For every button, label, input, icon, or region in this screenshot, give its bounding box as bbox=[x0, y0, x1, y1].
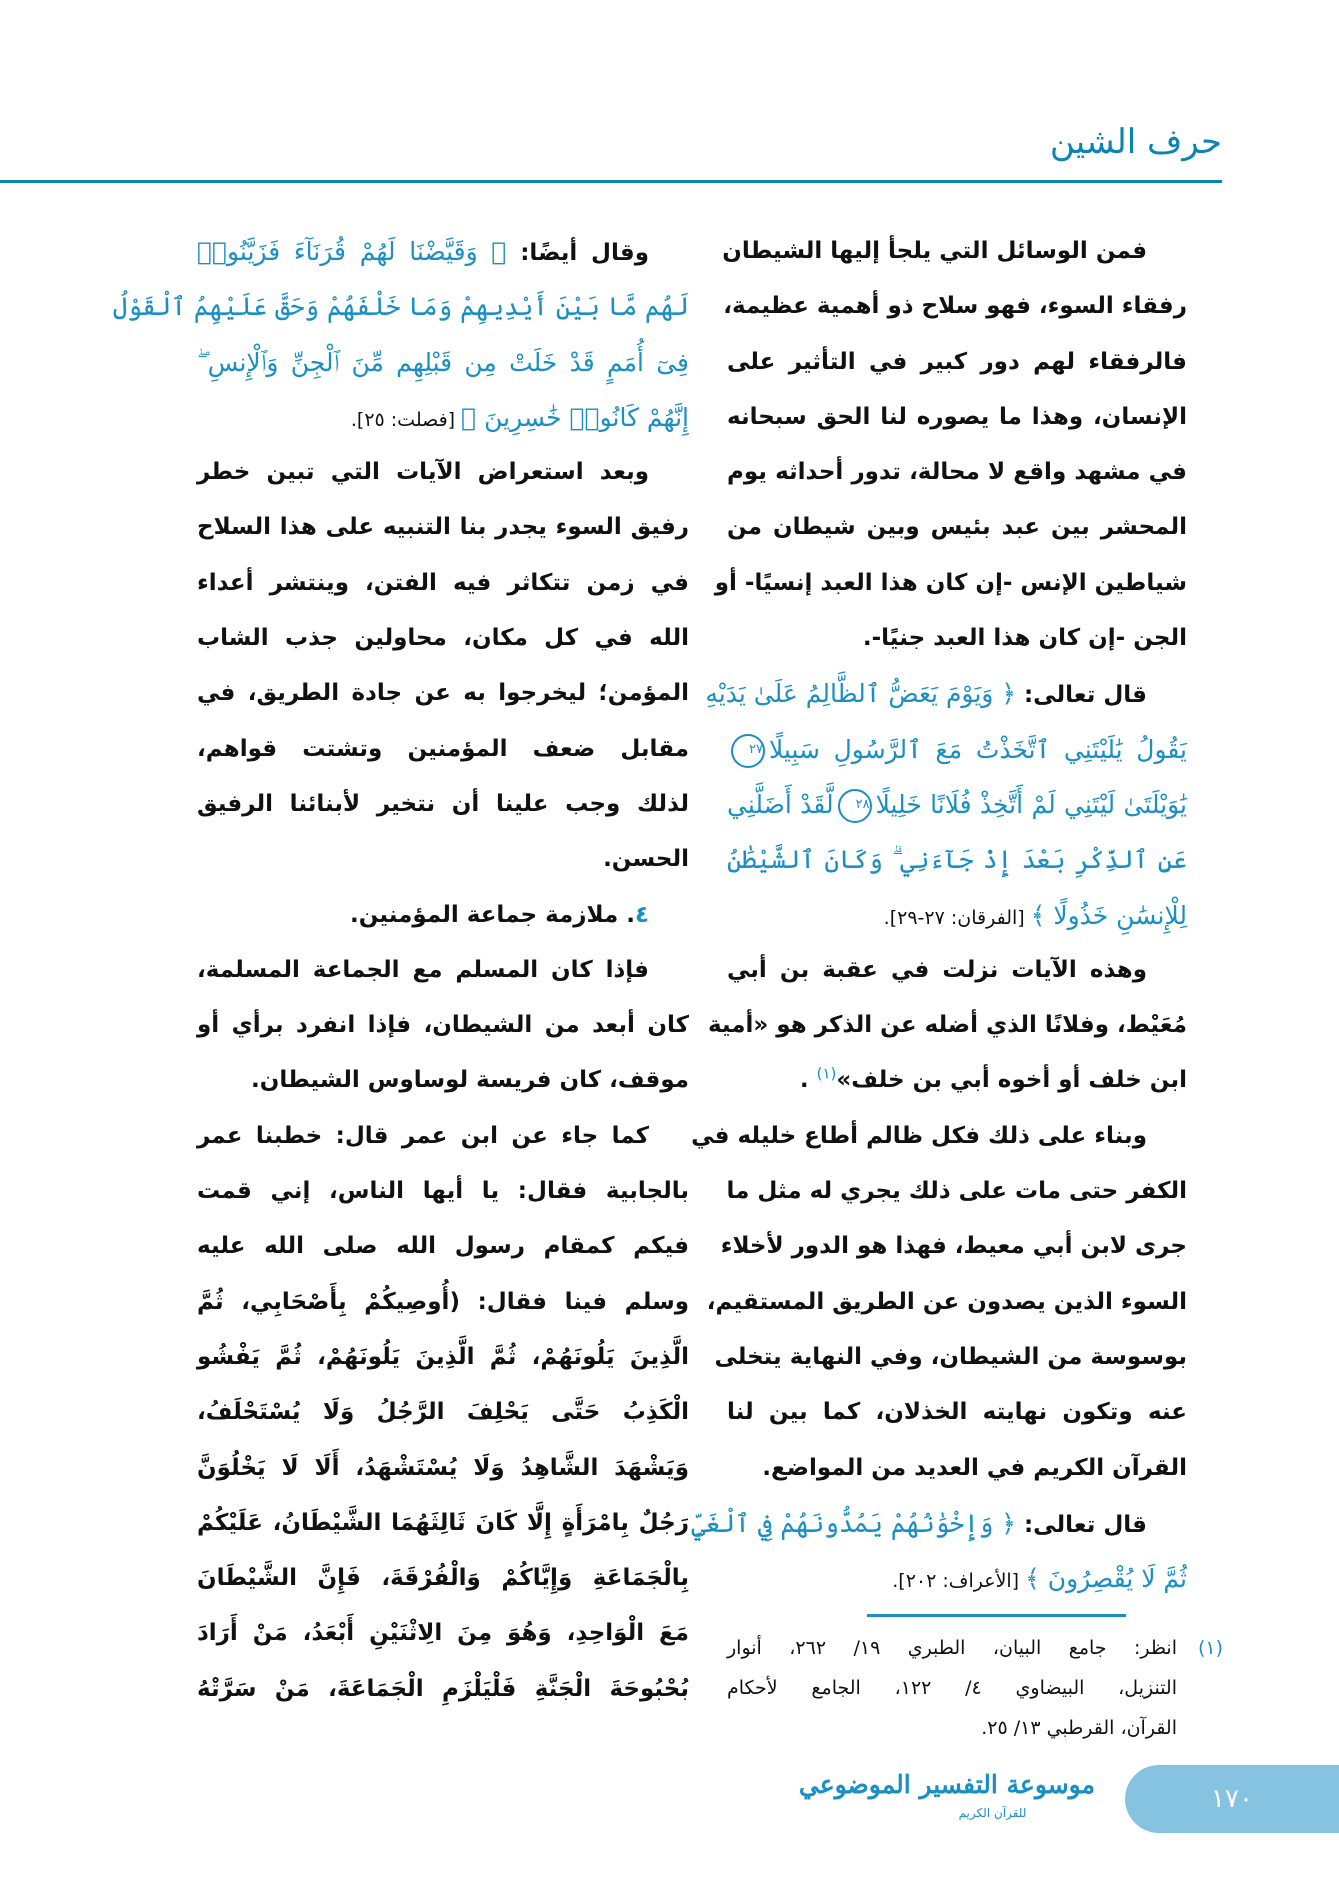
header-divider bbox=[0, 180, 1222, 183]
text-segment: قال تعالى: bbox=[1015, 682, 1147, 709]
text-line bbox=[197, 1109, 689, 1164]
text-line bbox=[722, 224, 1187, 279]
quran-verse-text: عَنِ ٱلذِّكْرِ بَعْدَ إِذْ جَآءَنِي ۗ وَكَانَ ٱلشَّيْطَٰنُ bbox=[727, 845, 1187, 875]
quran-verse-text: فِىٓ أُمَمٍ قَدْ خَلَتْ مِن قَبْلِهِم مِّنَ ٱلْجِنِّ وَٱلْإِنسِ ۖ bbox=[197, 347, 689, 377]
text-line bbox=[197, 1053, 689, 1108]
text-segment: الْكَذِبُ حَتَّى يَحْلِفَ الرَّجُلُ وَلَا يُسْتَحْلَفُ، bbox=[197, 1399, 689, 1426]
footnote-line: القرآن، القرطبي ١٣/ ٢٥. bbox=[981, 1717, 1177, 1739]
text-segment: فمن الوسائل التي يلجأ إليها الشيطان bbox=[722, 238, 1147, 264]
text-line bbox=[197, 1551, 689, 1606]
verse-number-badge: ٢٧ bbox=[731, 734, 765, 768]
text-segment: . ملازمة جماعة المؤمنين. bbox=[349, 901, 635, 928]
text-line bbox=[197, 445, 689, 500]
text-segment: وبناء على ذلك فكل ظالم أطاع خليله في bbox=[691, 1122, 1147, 1149]
text-segment: وهذه الآيات نزلت في عقبة بن أبي bbox=[727, 956, 1147, 983]
text-segment: المؤمن؛ ليخرجوا به عن جادة الطريق، في bbox=[197, 680, 689, 707]
quran-verse-text: ثُمَّ لَا يُقْصِرُونَ ﴾ bbox=[1025, 1564, 1187, 1594]
text-segment: الحسن. bbox=[603, 846, 689, 873]
text-segment: في مشهد واقع لا محالة، تدور أحداثه يوم bbox=[727, 459, 1187, 486]
text-line bbox=[197, 1496, 689, 1551]
text-segment: الله في كل مكان، محاولين جذب الشاب bbox=[197, 625, 689, 652]
text-line bbox=[720, 1219, 1187, 1274]
text-segment: كما جاء عن ابن عمر قال: خطبنا عمر bbox=[197, 1122, 649, 1149]
footnote-marker: (١) bbox=[1197, 1637, 1223, 1659]
verse-reference: [الفرقان: ٢٧-٢٩]. bbox=[883, 906, 1031, 929]
footnote-ref-marker[interactable]: (١) bbox=[816, 1064, 837, 1083]
text-line bbox=[714, 556, 1187, 611]
text-line bbox=[727, 777, 1187, 832]
text-line bbox=[727, 832, 1187, 887]
text-segment: شياطين الإنس -إن كان هذا العبد إنسيًا- أو bbox=[714, 569, 1187, 596]
text-segment: فإذا كان المسلم مع الجماعة المسلمة، bbox=[197, 956, 649, 983]
text-line bbox=[197, 1662, 689, 1717]
footnote-divider bbox=[867, 1614, 1126, 1617]
text-segment: وَيَشْهَدَ الشَّاهِدُ وَلَا يُسْتَشْهَدُ، أَلَا لَا يَخْلُوَنَّ bbox=[197, 1454, 689, 1481]
text-line bbox=[727, 722, 1187, 777]
text-segment: بالجابية فقال: يا أيها الناس، إني قمت bbox=[197, 1178, 689, 1205]
text-line bbox=[197, 1164, 689, 1219]
text-line bbox=[727, 1164, 1187, 1219]
text-line bbox=[691, 1109, 1187, 1164]
text-segment: الَّذِينَ يَلُونَهُمْ، ثُمَّ الَّذِينَ يَلُونَهُمْ، ثُمَّ يَفْشُو bbox=[197, 1343, 689, 1370]
text-segment: قال تعالى: bbox=[1015, 1511, 1147, 1538]
text-line bbox=[197, 943, 689, 998]
text-segment: مَعَ الْوَاحِدِ، وَهُوَ مِنَ الِاثْنَيْنِ أَبْعَدُ، مَنْ أَرَادَ bbox=[197, 1620, 689, 1647]
text-segment: بوسوسة من الشيطان، وفي النهاية يتخلى bbox=[714, 1343, 1187, 1370]
text-line bbox=[727, 1441, 1187, 1496]
text-segment: . bbox=[799, 1067, 817, 1094]
text-line bbox=[691, 1496, 1187, 1551]
text-segment: رفقاء السوء، فهو سلاح ذو أهمية عظيمة، bbox=[723, 293, 1187, 320]
quran-verse-text: لِلْإِنسَٰنِ خَذُولًا ﴾ bbox=[1030, 900, 1187, 930]
text-segment: فيكم كمقام رسول الله صلى الله عليه bbox=[197, 1233, 689, 1260]
text-segment: فالرفقاء لهم دور كبير في التأثير على bbox=[727, 348, 1187, 375]
text-segment: كان أبعد من الشيطان، فإذا انفرد برأي أو bbox=[197, 1012, 689, 1039]
text-segment: بُحْبُوحَةَ الْجَنَّةِ فَلْيَلْزَمِ الْجَمَاعَةَ، مَنْ سَرَّتْهُ bbox=[197, 1675, 689, 1702]
text-segment: الإنسان، وهذا ما يصوره لنا الحق سبحانه bbox=[727, 403, 1187, 430]
right-text-column bbox=[691, 224, 1187, 1606]
text-line bbox=[197, 998, 689, 1053]
text-line bbox=[197, 1385, 689, 1440]
chapter-title: حرف الشين bbox=[1049, 122, 1222, 162]
text-line bbox=[706, 1275, 1187, 1330]
text-segment: جرى لابن أبي معيط، فهذا هو الدور لأخلاء bbox=[720, 1233, 1187, 1260]
text-line bbox=[197, 777, 689, 832]
text-line bbox=[727, 1053, 1187, 1108]
text-line bbox=[197, 335, 689, 390]
verse-reference: [فصلت: ٢٥]. bbox=[350, 408, 462, 431]
text-line bbox=[727, 943, 1187, 998]
text-segment: بِالْجَمَاعَةِ وَإِيَّاكُمْ وَالْفُرْقَةَ، فَإِنَّ الشَّيْطَانَ bbox=[197, 1565, 689, 1592]
text-line bbox=[727, 335, 1187, 390]
text-segment: وقال أيضًا: bbox=[506, 240, 650, 266]
text-line bbox=[197, 832, 689, 887]
text-segment: رفيق السوء يجدر بنا التنبيه على هذا السلاح bbox=[197, 514, 689, 541]
text-segment: في زمن تتكاثر فيه الفتن، وينتشر أعداء bbox=[197, 569, 689, 596]
text-line bbox=[197, 500, 689, 555]
text-segment: وبعد استعراض الآيات التي تبين خطر bbox=[197, 459, 649, 486]
text-segment: مُعَيْط، وفلانًا الذي أضله عن الذكر هو «أمية bbox=[707, 1012, 1187, 1039]
text-line bbox=[727, 500, 1187, 555]
text-line bbox=[727, 390, 1187, 445]
text-line bbox=[723, 279, 1187, 334]
quran-verse-text: يَٰوَيْلَتَىٰ لَيْتَنِي لَمْ أَتَّخِذْ فُلَانًا خَلِيلًا bbox=[875, 789, 1187, 819]
encyclopedia-logo bbox=[798, 1765, 1095, 1821]
verse-number-badge: ٢٨ bbox=[838, 789, 872, 823]
text-line bbox=[197, 666, 689, 721]
text-line bbox=[197, 390, 689, 445]
text-line bbox=[197, 1441, 689, 1496]
quran-verse-text: لَهُم مَّا بَيْنَ أَيْدِيهِمْ وَمَا خَلْفَهُمْ وَحَقَّ عَلَيْهِمُ ٱلْقَوْلُ bbox=[112, 292, 689, 322]
text-line bbox=[197, 1219, 689, 1274]
text-segment: عنه وتكون نهايته الخذلان، كما بين لنا bbox=[727, 1399, 1187, 1426]
text-line bbox=[727, 888, 1187, 943]
text-segment: رَجُلٌ بِامْرَأَةٍ إِلَّا كَانَ ثَالِثَهُمَا الشَّيْطَانُ، عَلَيْكُمْ bbox=[197, 1509, 689, 1536]
text-line bbox=[197, 1330, 689, 1385]
footnote bbox=[727, 1628, 1223, 1748]
page-number: ١٧٠ bbox=[1125, 1765, 1339, 1833]
text-segment: الكفر حتى مات على ذلك يجري له مثل ما bbox=[726, 1178, 1187, 1205]
text-line bbox=[197, 611, 689, 666]
text-line bbox=[727, 1385, 1187, 1440]
text-line bbox=[727, 1551, 1187, 1606]
text-line bbox=[705, 666, 1187, 721]
text-segment: موقف، كان فريسة لوساوس الشيطان. bbox=[251, 1067, 689, 1094]
quran-verse-text: ﴿ وَقَيَّضْنَا لَهُمْ قُرَنَآءَ فَزَيَّنُوا۟ bbox=[197, 237, 507, 266]
text-line bbox=[197, 224, 689, 279]
text-line bbox=[197, 1275, 689, 1330]
quran-verse-text: ﴿ وَإِخْوَٰنُهُمْ يَمُدُّونَهُمْ فِي ٱلْغَيِّ bbox=[691, 1508, 1016, 1538]
text-line bbox=[714, 1330, 1187, 1385]
text-line bbox=[197, 556, 689, 611]
text-segment: السوء الذين يصدون عن الطريق المستقيم، bbox=[706, 1288, 1187, 1315]
text-segment: وسلم فينا فقال: (أُوصِيكُمْ بِأَصْحَابِي، ثُمَّ bbox=[197, 1288, 689, 1315]
quran-verse-text: يَقُولُ يَٰلَيْتَنِي ٱتَّخَذْتُ مَعَ ٱلرَّسُولِ سَبِيلًا bbox=[769, 734, 1187, 764]
text-line bbox=[727, 445, 1187, 500]
verse-reference: [الأعراف: ٢٠٢]. bbox=[892, 1570, 1026, 1593]
footnote-line: انظر: جامع البيان، الطبري ١٩/ ٢٦٢، أنوار bbox=[727, 1637, 1177, 1659]
text-line bbox=[112, 279, 689, 334]
quran-verse-text: ﴿ وَيَوْمَ يَعَضُّ ٱلظَّالِمُ عَلَىٰ يَدَيْهِ bbox=[705, 679, 1016, 709]
quran-verse-text: إِنَّهُمْ كَانُوا۟ خَٰسِرِينَ ﴾ bbox=[461, 402, 689, 432]
text-segment: ابن خلف أو أخوه أبي بن خلف» bbox=[836, 1067, 1187, 1094]
text-segment: الجن -إن كان هذا العبد جنيًا-. bbox=[862, 625, 1187, 652]
text-segment: القرآن الكريم في العديد من المواضع. bbox=[762, 1454, 1187, 1481]
text-segment: لذلك وجب علينا أن نتخير لأبنائنا الرفيق bbox=[197, 790, 689, 817]
text-line bbox=[197, 722, 689, 777]
logo-subtitle: للقرآن الكريم bbox=[958, 1806, 1027, 1820]
section-heading bbox=[197, 888, 689, 943]
text-line bbox=[707, 998, 1187, 1053]
text-segment: المحشر بين عبد بئيس وبين شيطان من bbox=[727, 514, 1187, 541]
heading-number: ٤ bbox=[634, 901, 649, 928]
text-line bbox=[197, 1606, 689, 1661]
text-segment: مقابل ضعف المؤمنين وتشتت قواهم، bbox=[197, 735, 689, 762]
text-line bbox=[727, 611, 1187, 666]
logo-title: موسوعة التفسير الموضوعي bbox=[798, 1770, 1095, 1799]
quran-verse-text: لَّقَدْ أَضَلَّنِي bbox=[727, 789, 834, 819]
left-text-column bbox=[112, 224, 689, 1717]
footnote-line: التنزيل، البيضاوي ٤/ ١٢٢، الجامع لأحكام bbox=[727, 1677, 1177, 1699]
